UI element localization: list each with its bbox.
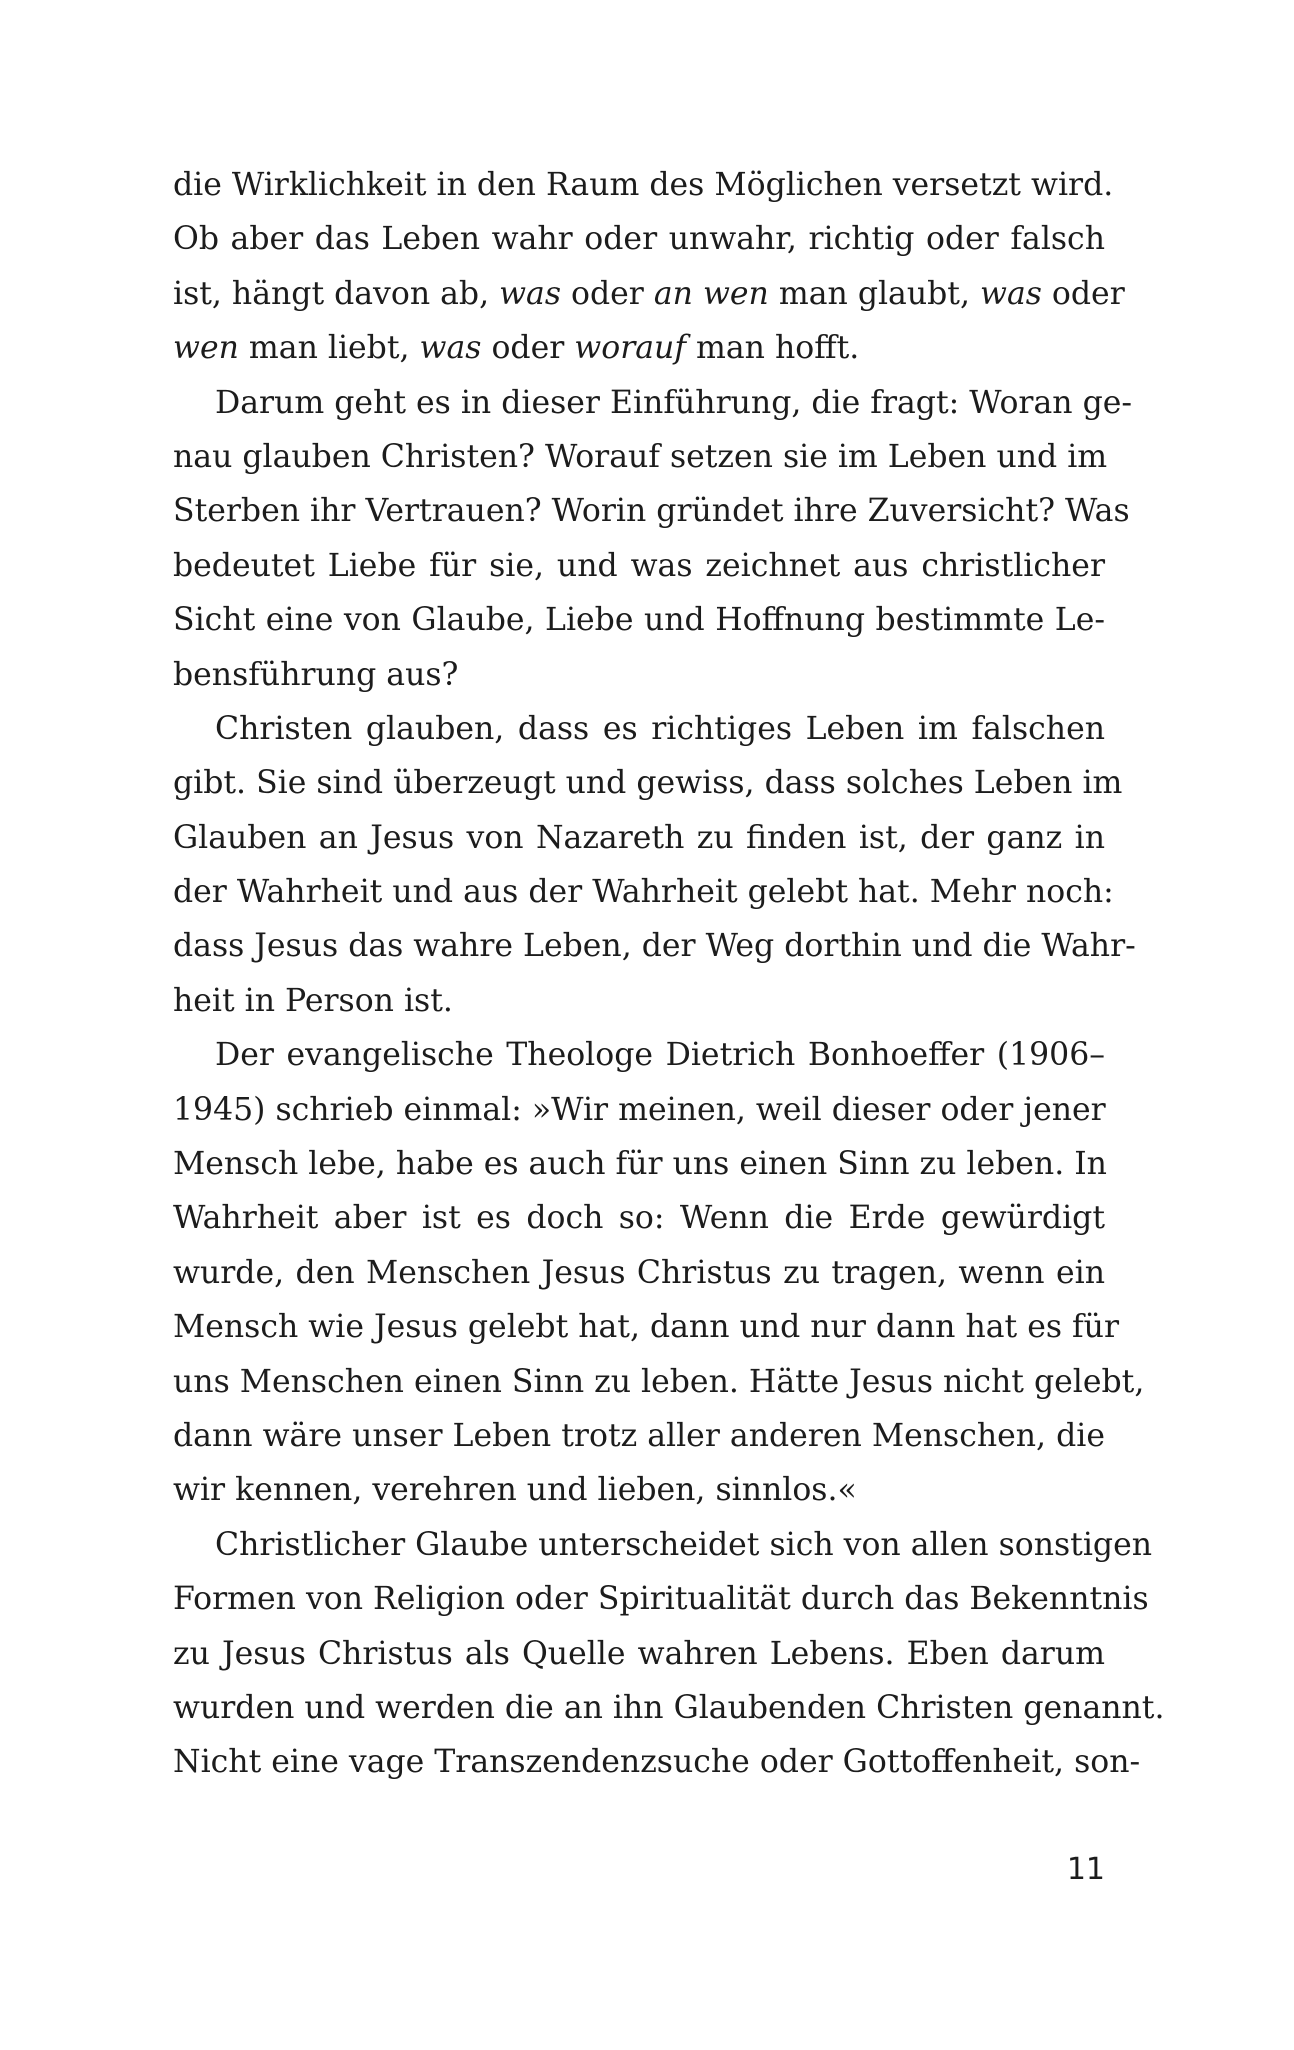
text-run: Sicht eine von Glaube, Liebe und Hoffnung bestimmte Le- [173, 602, 1105, 639]
text-run: wurden und werden die an ihn Glaubenden Christen genannt. [173, 1689, 1165, 1726]
text-line [173, 648, 1105, 702]
text-run: uns Menschen einen Sinn zu leben. Hätte Jesus nicht gelebt, [173, 1363, 1145, 1400]
text-line [173, 376, 1133, 430]
text-line [173, 321, 1105, 375]
text-run: man hofft. [686, 330, 860, 367]
text-run: ist, hängt davon ab, [173, 275, 500, 312]
paragraph [173, 1518, 1165, 1790]
text-line [173, 1246, 1105, 1300]
text-run: Ob aber das Leben wahr oder unwahr, richtig oder falsch [173, 221, 1105, 258]
text-line [173, 158, 1114, 212]
text-run: wurde, den Menschen Jesus Christus zu tragen, wenn ein [173, 1254, 1105, 1291]
text-line [173, 1191, 1105, 1245]
text-run: oder [1041, 275, 1125, 312]
text-run: 1945) schrieb einmal: »Wir meinen, weil dieser oder jener [173, 1091, 1106, 1128]
paragraph [173, 158, 1125, 376]
text-line [173, 1463, 1105, 1517]
paragraph [173, 1028, 1145, 1518]
text-line [173, 484, 1130, 538]
text-run: der Wahrheit und aus der Wahrheit gelebt hat. Mehr noch: [173, 874, 1114, 911]
text-line [173, 593, 1105, 647]
text-run: die Wirklichkeit in den Raum des Möglichen versetzt wird. [173, 167, 1114, 203]
text-run: Mensch wie Jesus gelebt hat, dann und nur dann hat es für [173, 1309, 1120, 1346]
text-line [173, 1627, 1105, 1681]
text-line [173, 1409, 1105, 1463]
text-line [173, 1518, 1153, 1572]
text-run: man glaubt, [768, 275, 980, 312]
text-run: Glauben an Jesus von Nazareth zu finden ist, der ganz in [173, 819, 1105, 856]
text-run: Formen von Religion oder Spiritualität durch das Bekenntnis [173, 1581, 1149, 1618]
text-line [173, 430, 1108, 484]
text-line [173, 212, 1105, 266]
italic-text: was [979, 275, 1042, 312]
text-line [173, 811, 1105, 865]
text-run: oder [481, 330, 575, 367]
text-run: dann wäre unser Leben trotz aller anderen Menschen, die [173, 1417, 1105, 1454]
text-line [173, 1735, 1141, 1789]
text-line [173, 539, 1105, 593]
text-line [173, 1681, 1165, 1735]
italic-text: an wen [653, 275, 769, 312]
italic-text: was [499, 275, 562, 312]
text-run: Nicht eine vage Transzendenzsuche oder Gottoffenheit, son- [173, 1744, 1141, 1781]
text-run: bensführung aus? [173, 656, 459, 693]
text-line [173, 865, 1114, 919]
text-run: Der evangelische Theologe Dietrich Bonhoeffer (1906– [215, 1037, 1105, 1074]
text-run: Mensch lebe, habe es auch für uns einen Sinn zu leben. In [173, 1146, 1107, 1183]
italic-text: worauf [574, 330, 687, 367]
text-line [173, 702, 1105, 756]
paragraph [173, 702, 1136, 1028]
text-run: dass Jesus das wahre Leben, der Weg dorthin und die Wahr- [173, 928, 1136, 965]
text-run: Christlicher Glaube unterscheidet sich von allen sonstigen [215, 1526, 1153, 1563]
text-line [173, 1300, 1120, 1354]
paragraph [173, 376, 1133, 702]
text-run: gibt. Sie sind überzeugt und gewiss, dass solches Leben im [173, 765, 1123, 802]
text-line [173, 1355, 1145, 1409]
body-text [173, 158, 1165, 1790]
text-run: Darum geht es in dieser Einführung, die fragt: Woran ge- [215, 384, 1133, 421]
text-run: bedeutet Liebe für sie, und was zeichnet aus christlicher [173, 547, 1105, 584]
italic-text: was [419, 330, 482, 367]
text-line [173, 919, 1136, 973]
text-run: wir kennen, verehren und lieben, sinnlos.« [173, 1472, 857, 1509]
text-run: oder [561, 275, 654, 312]
text-line [173, 1028, 1105, 1082]
italic-text: wen [173, 330, 239, 367]
text-line [173, 267, 1125, 321]
text-run: Christen glauben, dass es richtiges Leben im falschen [215, 710, 1105, 747]
text-line [173, 1572, 1149, 1626]
text-line [173, 1083, 1105, 1137]
text-line [173, 974, 1105, 1028]
page-number: 11 [1066, 1852, 1105, 1887]
text-run: Wahrheit aber ist es doch so: Wenn die Erde gewürdigt [173, 1200, 1105, 1237]
text-line [173, 756, 1123, 810]
text-run: heit in Person ist. [173, 982, 453, 1019]
text-run: nau glauben Christen? Worauf setzen sie im Leben und im [173, 438, 1108, 475]
text-run: Sterben ihr Vertrauen? Worin gründet ihre Zuversicht? Was [173, 493, 1130, 530]
text-run: zu Jesus Christus als Quelle wahren Lebens. Eben darum [173, 1635, 1105, 1672]
text-run: man liebt, [238, 330, 420, 367]
text-line [173, 1137, 1105, 1191]
